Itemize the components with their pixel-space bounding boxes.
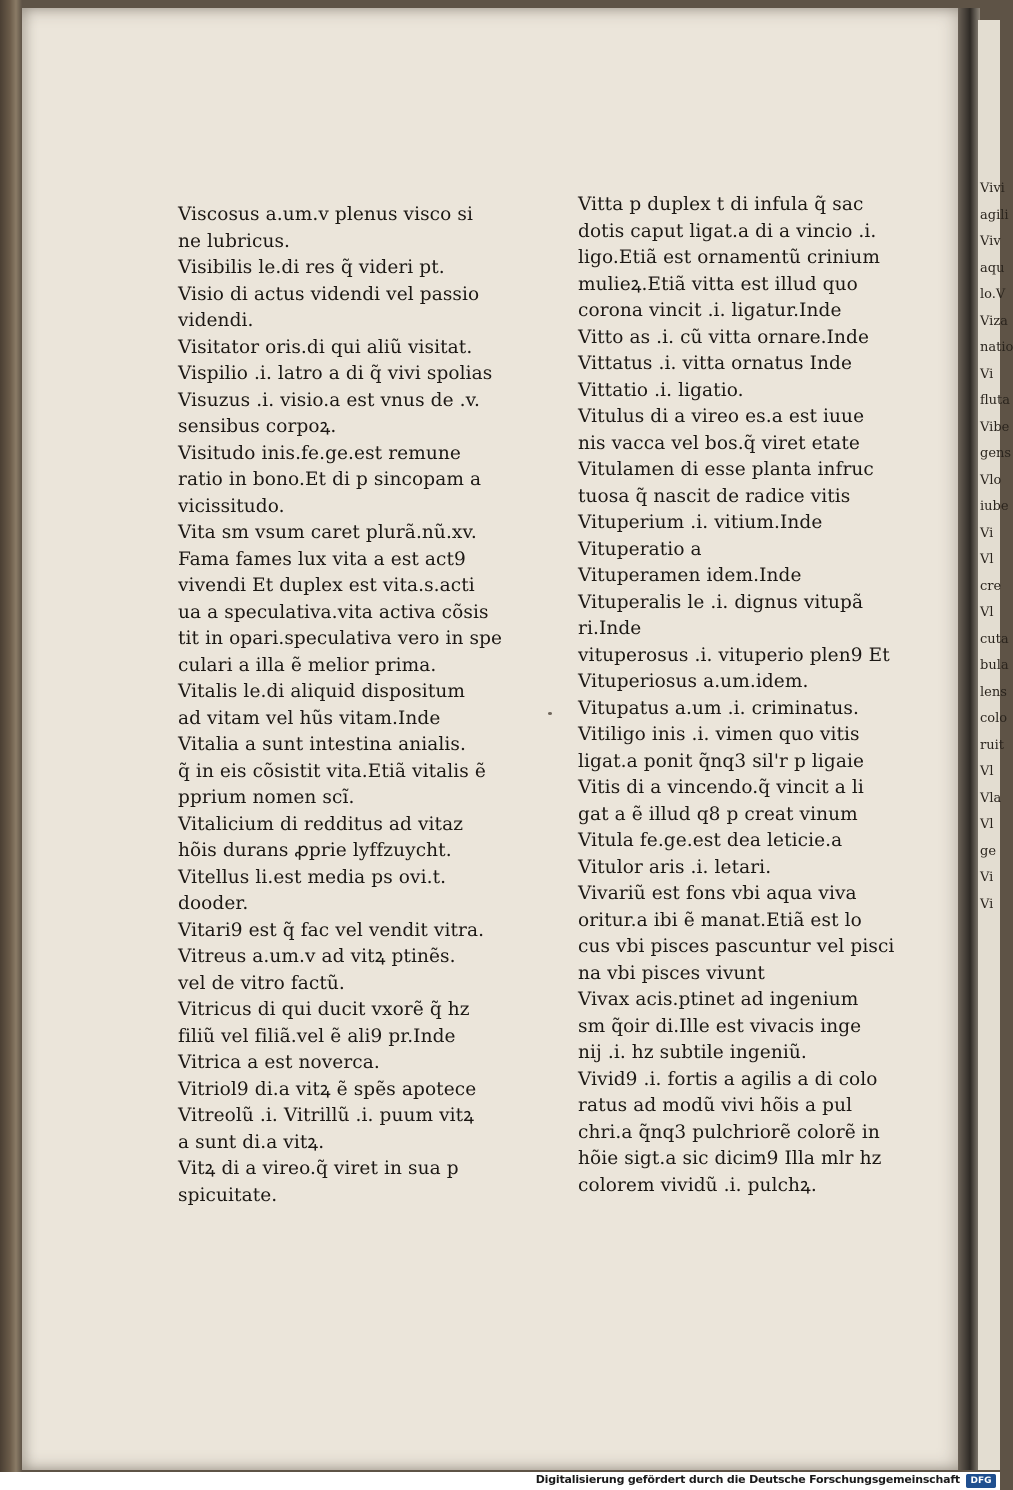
left-column-line: ua a speculativa.vita activa cõsis	[178, 601, 489, 623]
left-column-line: Vitalicium di redditus ad vitaz	[178, 813, 464, 835]
left-column-line: ad vitam vel hũs vitam.Inde	[178, 707, 441, 729]
right-column-line: Vituperatio a	[578, 538, 702, 560]
left-column-line: culari a illa ẽ melior prima.	[178, 654, 437, 676]
left-column-line: Fama fames lux vita a est act9	[178, 548, 466, 570]
next-page-fragment: cre	[980, 578, 1002, 594]
left-column-line: vicissitudo.	[178, 495, 285, 517]
right-column-line: Vitupatus a.um .i. criminatus.	[578, 697, 859, 719]
left-column-line: Visio di actus videndi vel passio	[178, 283, 480, 305]
right-column-line: tuosa q̃ nascit de radice vitis	[578, 485, 851, 507]
right-text-column	[578, 192, 918, 1199]
right-column-line: nij .i. hz subtile ingeniũ.	[578, 1042, 807, 1063]
next-page-fragment: Viv	[980, 234, 1001, 249]
next-page-fragment: Vl	[980, 764, 994, 779]
right-column-line: Vitulamen di esse planta infruc	[578, 459, 874, 480]
book-gutter	[958, 8, 980, 1470]
next-page-fragment: Vi	[980, 870, 994, 885]
next-page-fragment: bula	[980, 658, 1009, 673]
left-column-line: Visitudo inis.fe.ge.est remune	[178, 442, 461, 464]
right-column-line: nis vacca vel bos.q̃ viret etate	[578, 432, 860, 454]
next-page-fragment: Vl	[980, 605, 994, 620]
right-column-line: Vitulus di a vireo es.a est iuue	[578, 406, 865, 427]
left-column-line: Vitreolũ .i. Vitrillũ .i. puum vitꝝ	[178, 1105, 475, 1126]
right-column-line: na vbi pisces vivunt	[578, 962, 765, 984]
right-column-line: chri.a q̃nq3 pulchriorẽ colorẽ in	[578, 1121, 880, 1143]
ink-speck	[548, 712, 552, 715]
left-column-line: sensibus corpoꝝ.	[178, 416, 337, 437]
next-page-fragment: ruit	[980, 737, 1004, 753]
right-column-line: Vivid9 .i. fortis a agilis a di colo	[578, 1068, 878, 1090]
right-column-line: vituperosus .i. vituperio plen9 Et	[578, 644, 890, 666]
next-page-fragment: Vla	[980, 790, 1002, 806]
right-column-line: Vitulor aris .i. letari.	[578, 856, 772, 878]
left-column-line: Viscosus a.um.v plenus visco si	[178, 204, 473, 225]
right-column-line: Vittatus .i. vitta ornatus Inde	[578, 353, 853, 374]
right-column-line: ligo.Etiã est ornamentũ crinium	[578, 247, 880, 268]
left-column-line: ratio in bono.Et di p sincopam a	[178, 469, 482, 490]
right-column-line: ri.Inde	[578, 618, 642, 639]
left-column-line: tit in opari.speculativa vero in spe	[178, 628, 503, 649]
next-page-fragment: Vi	[980, 896, 994, 912]
right-column-line: Vivariũ est fons vbi aqua viva	[578, 883, 857, 904]
right-column-line: ratus ad modũ vivi hõis a pul	[578, 1095, 853, 1116]
left-column-line: Vitalis le.di aliquid dispositum	[178, 681, 466, 702]
right-column-line: Vittatio .i. ligatio.	[578, 379, 744, 401]
next-page-fragment: Vl	[980, 817, 994, 832]
right-column-line: Vituperiosus a.um.idem.	[578, 671, 809, 692]
left-column-line: Visibilis le.di res q̃ videri pt.	[178, 257, 445, 278]
right-column-line: Vitto as .i. cũ vitta ornare.Inde	[578, 326, 870, 348]
left-column-line: Visuzus .i. visio.a est vnus de .v.	[178, 389, 480, 411]
left-column-line: videndi.	[178, 310, 254, 331]
right-column-line: cus vbi pisces pascuntur vel pisci	[578, 936, 895, 957]
next-page-fragment: Viza	[980, 313, 1008, 329]
left-column-line: a sunt di.a vitꝝ.	[178, 1131, 325, 1153]
left-column-line: hõis durans ꝓprie lyffzuycht.	[178, 840, 452, 861]
right-column-line: Vitula fe.ge.est dea leticie.a	[578, 830, 843, 851]
next-page-fragment: Vivi	[980, 181, 1005, 196]
right-column-line: Vivax acis.ptinet ad ingenium	[578, 989, 859, 1010]
right-column-line: corona vincit .i. ligatur.Inde	[578, 300, 842, 321]
next-page-fragment: lo.V	[980, 287, 1006, 302]
left-column-line: vel de vitro factũ.	[178, 972, 345, 994]
next-page-fragment: Vlo	[980, 472, 1002, 488]
next-page-fragment: gens	[980, 446, 1012, 461]
right-column-line: oritur.a ibi ẽ manat.Etiã est lo	[578, 909, 862, 931]
left-column-line: Vitꝝ di a vireo.q̃ viret in sua p	[178, 1158, 459, 1179]
left-column-line: dooder.	[178, 893, 249, 914]
next-page-fragment: Vibe	[980, 419, 1010, 435]
footer-bar	[0, 1472, 1000, 1490]
right-column-line: colorem vividũ .i. pulchꝝ.	[578, 1174, 817, 1196]
left-column-line: q̃ in eis cõsistit vita.Etiã vitalis ẽ	[178, 760, 486, 782]
next-page-fragment: aqu	[980, 260, 1005, 276]
left-column-line: Vitellus li.est media ps ovi.t.	[178, 866, 447, 888]
left-column-line: Visitator oris.di qui aliũ visitat.	[178, 336, 473, 358]
right-column-line: Vituperalis le .i. dignus vitupã	[578, 591, 864, 613]
next-page-fragment: iube	[980, 499, 1009, 514]
next-page-fragment: cuta	[980, 631, 1009, 647]
left-column-line: Vispilio .i. latro a di q̃ vivi spolias	[178, 363, 493, 384]
next-page-fragment: fluta	[980, 393, 1011, 408]
next-page-fragment: ge	[980, 843, 997, 859]
next-page-edge	[978, 20, 1013, 1470]
next-page-fragment: natio	[980, 340, 1013, 355]
next-page-fragment: Vl	[980, 552, 994, 567]
funding-credit: Digitalisierung gefördert durch die Deutsche Forschungsgemeinschaft	[535, 1473, 960, 1486]
next-page-fragment: Vi	[980, 525, 994, 541]
right-column-line: ligat.a ponit q̃nq3 sil'r p ligaie	[578, 750, 865, 772]
next-page-fragment: agili	[980, 207, 1009, 223]
right-column-line: dotis caput ligat.a di a vincio .i.	[578, 220, 877, 242]
left-column-line: Vitricus di qui ducit vxorẽ q̃ hz	[178, 999, 470, 1020]
left-column-line: Vitari9 est q̃ fac vel vendit vitra.	[178, 919, 485, 941]
left-column-line: pprium nomen scĩ.	[178, 787, 355, 808]
left-column-line: Vita sm vsum caret plurã.nũ.xv.	[178, 522, 477, 543]
right-column-line: hõie sigt.a sic dicim9 Illa mlr hz	[578, 1148, 882, 1169]
right-column-line: Vituperium .i. vitium.Inde	[578, 512, 823, 533]
right-column-line: Vituperamen idem.Inde	[578, 565, 802, 586]
right-column-line: mulieꝝ.Etiã vitta est illud quo	[578, 273, 858, 295]
left-column-line: Vitalia a sunt intestina anialis.	[178, 734, 466, 755]
left-text-column	[178, 202, 518, 1209]
left-column-line: vivendi Et duplex est vita.s.acti	[178, 575, 475, 596]
left-column-line: spicuitate.	[178, 1184, 278, 1206]
left-column-line: ne lubricus.	[178, 230, 291, 252]
right-column-line: sm q̃oir di.Ille est vivacis inge	[578, 1015, 862, 1037]
right-column-line: Vitis di a vincendo.q̃ vincit a li	[578, 777, 864, 798]
right-column-line: Vitiligo inis .i. vimen quo vitis	[578, 724, 860, 745]
next-page-fragment: lens	[980, 684, 1007, 700]
left-column-line: Vitreus a.um.v ad vitꝝ ptinẽs.	[178, 946, 456, 967]
next-page-fragment: colo	[980, 711, 1008, 726]
next-page-fragment: Vi	[980, 366, 994, 382]
left-column-line: Vitriol9 di.a vitꝝ ẽ spẽs apotece	[178, 1078, 477, 1100]
left-column-line: Vitrica a est noverca.	[178, 1052, 380, 1073]
left-column-line: filiũ vel filiã.vel ẽ ali9 pr.Inde	[178, 1025, 456, 1047]
right-column-line: gat a ẽ illud q8 p creat vinum	[578, 803, 858, 825]
right-column-line: Vitta p duplex t di infula q̃ sac	[578, 194, 864, 215]
dfg-logo: DFG	[966, 1474, 996, 1488]
